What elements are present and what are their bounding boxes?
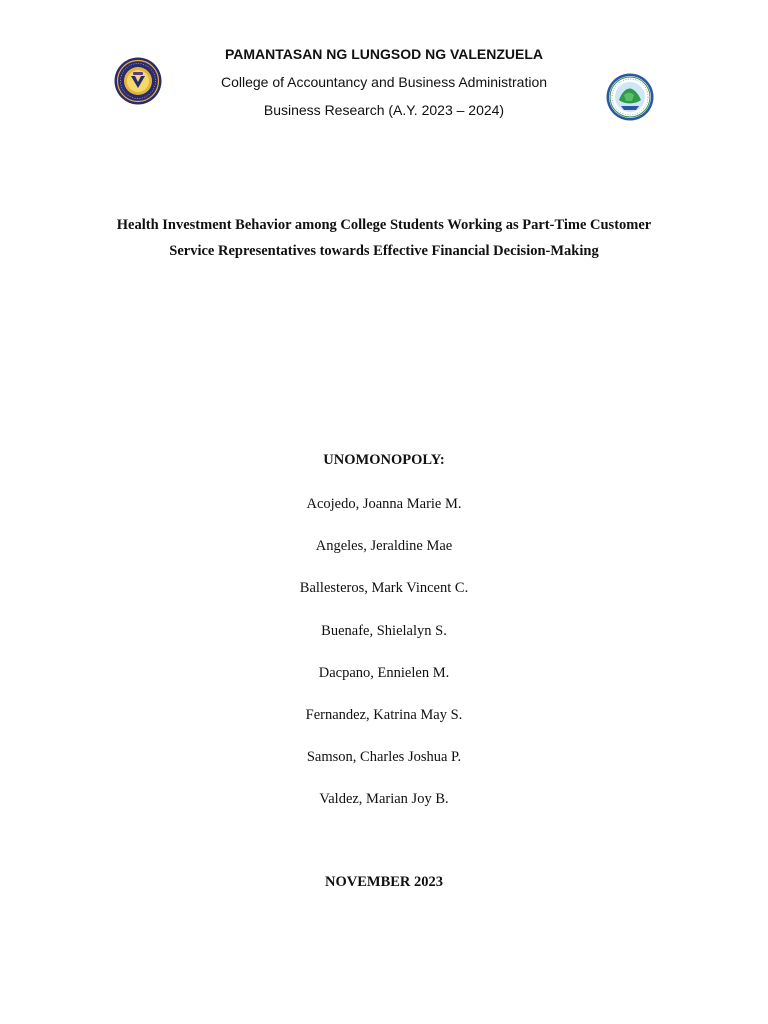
- university-name: PAMANTASAN NG LUNGSOD NG VALENZUELA: [224, 46, 544, 62]
- member-name: Valdez, Marian Joy B.: [319, 791, 449, 808]
- document-header: [0, 44, 768, 128]
- member-name: Buenafe, Shielalyn S.: [321, 622, 447, 639]
- research-title-line-1: Health Investment Behavior among College Students Working as Part-Time Customer: [116, 217, 652, 233]
- course-name: Business Research (A.Y. 2023 – 2024): [263, 102, 505, 118]
- research-title: [80, 212, 688, 264]
- research-title-line-2: Service Representatives towards Effective Financial Decision-Making: [169, 243, 599, 259]
- group-name: UNOMONOPOLY:: [323, 452, 445, 468]
- college-name: College of Accountancy and Business Administration: [220, 74, 548, 90]
- member-name: Acojedo, Joanna Marie M.: [306, 496, 462, 512]
- member-name: Angeles, Jeraldine Mae: [315, 538, 453, 555]
- submission-date: NOVEMBER 2023: [324, 874, 444, 890]
- member-name: Fernandez, Katrina May S.: [305, 706, 463, 723]
- member-name: Samson, Charles Joshua P.: [306, 749, 462, 766]
- member-list: [0, 494, 768, 832]
- member-name: Dacpano, Ennielen M.: [318, 664, 450, 681]
- member-name: Ballesteros, Mark Vincent C.: [299, 580, 469, 597]
